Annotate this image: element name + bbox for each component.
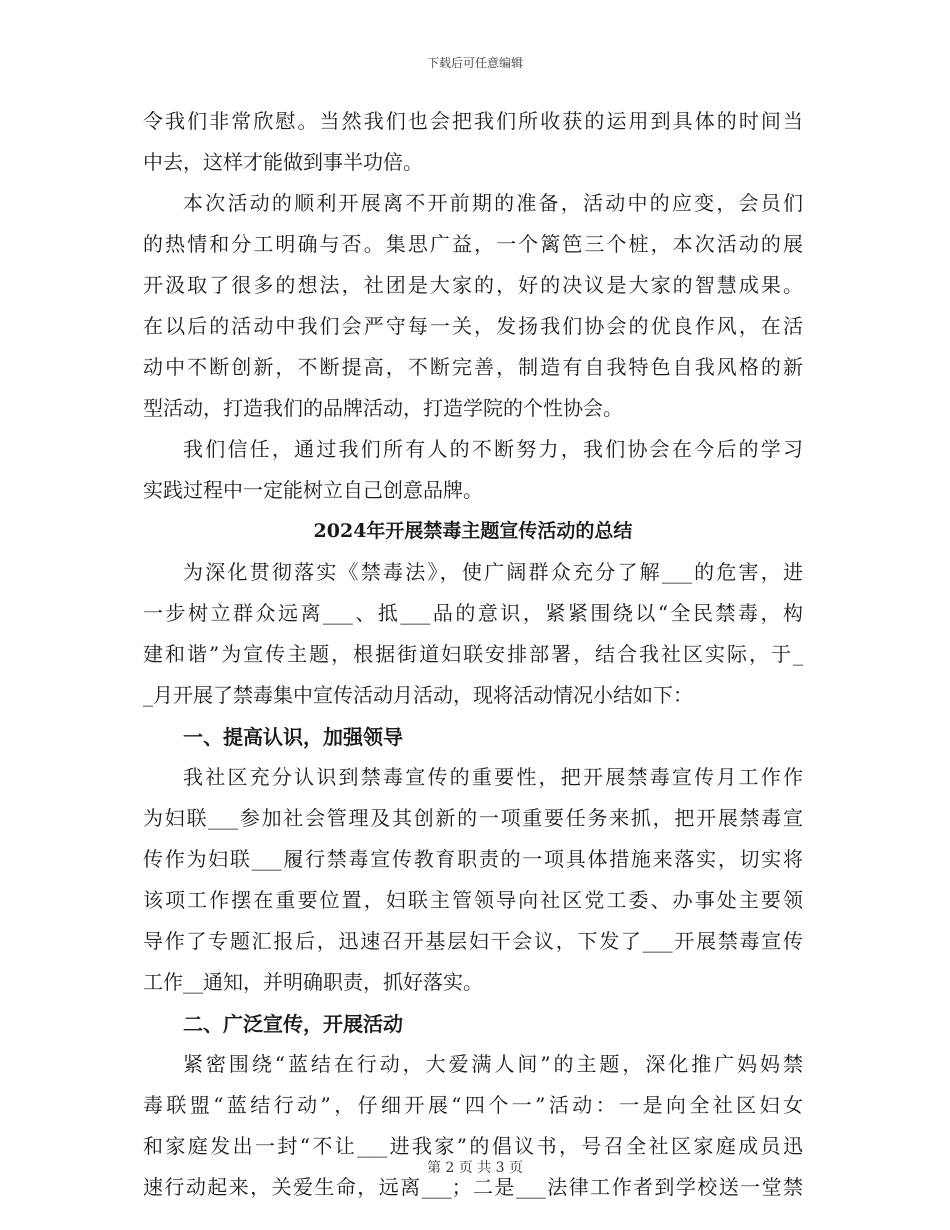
text-line: 建和谐”为宣传主题，根据街道妇联安排部署，结合我社区实际，于_ xyxy=(143,642,803,666)
section-heading: 一、提高认识，加强领导 xyxy=(183,725,403,749)
text-line: 一步树立群众远离___、抵___品的意识，紧紧围绕以“全民禁毒，构 xyxy=(143,601,803,625)
text-line: 令我们非常欣慰。当然我们也会把我们所收获的运用到具体的时间当 xyxy=(143,109,803,133)
text-line: 在以后的活动中我们会严守每一关，发扬我们协会的优良作风，在活 xyxy=(143,314,803,338)
paragraph xyxy=(143,101,803,183)
paragraph xyxy=(143,429,803,511)
text-line: 工作__通知，并明确职责，抓好落实。 xyxy=(143,970,483,994)
text-line: 为妇联___参加社会管理及其创新的一项重要任务来抓，把开展禁毒宣 xyxy=(143,806,803,830)
section-paragraph xyxy=(143,757,803,1003)
text-line: 导作了专题汇报后，迅速召开基层妇干会议，下发了___开展禁毒宣传 xyxy=(143,929,803,953)
text-line: 和家庭发出一封“不让___进我家”的倡议书，号召全社区家庭成员迅 xyxy=(143,1134,803,1158)
text-line: 速行动起来，关爱生命，远离___；二是___法律工作者到学校送一堂禁 xyxy=(143,1175,803,1199)
page-header: 下载后可任意编辑 xyxy=(426,56,523,70)
page-footer: 第 2 页 共 3 页 xyxy=(426,1160,524,1176)
text-line: 型活动，打造我们的品牌活动，打造学院的个性协会。 xyxy=(143,396,623,420)
text-line: 的热情和分工明确与否。集思广益，一个篱笆三个桩，本次活动的展 xyxy=(143,232,803,256)
text-line: 紧密围绕“蓝结在行动，大爱满人间”的主题，深化推广妈妈禁 xyxy=(183,1052,803,1076)
text-line: 我社区充分认识到禁毒宣传的重要性，把开展禁毒宣传月工作作 xyxy=(183,765,803,789)
paragraph xyxy=(143,183,803,429)
text-line: _月开展了禁毒集中宣传活动月活动，现将活动情况小结如下： xyxy=(143,683,693,707)
section-paragraph xyxy=(143,1044,803,1208)
text-line: 该项工作摆在重要位置，妇联主管领导向社区党工委、办事处主要领 xyxy=(143,888,803,912)
text-line: 本次活动的顺利开展离不开前期的准备，活动中的应变，会员们 xyxy=(183,191,803,215)
section-heading: 二、广泛宣传，开展活动 xyxy=(183,1012,403,1036)
text-line: 我们信任，通过我们所有人的不断努力，我们协会在今后的学习 xyxy=(183,437,803,461)
text-line: 动中不断创新，不断提高，不断完善，制造有自我特色自我风格的新 xyxy=(143,355,803,379)
text-line: 传作为妇联___履行禁毒宣传教育职责的一项具体措施来落实，切实将 xyxy=(143,847,803,871)
text-line: 实践过程中一定能树立自己创意品牌。 xyxy=(143,478,483,502)
text-line: 开汲取了很多的想法，社团是大家的，好的决议是大家的智慧成果。 xyxy=(143,273,803,297)
text-line: 为深化贯彻落实《禁毒法》，使广阔群众充分了解___的危害，进 xyxy=(183,560,803,584)
text-line: 中去，这样才能做到事半功倍。 xyxy=(143,150,423,174)
text-line: 毒联盟“蓝结行动”，仔细开展“四个一”活动：一是向全社区妇女 xyxy=(143,1093,803,1117)
document-body xyxy=(143,101,803,1208)
document-title: 2024年开展禁毒主题宣传活动的总结 xyxy=(313,520,633,542)
intro-paragraph xyxy=(143,552,803,716)
